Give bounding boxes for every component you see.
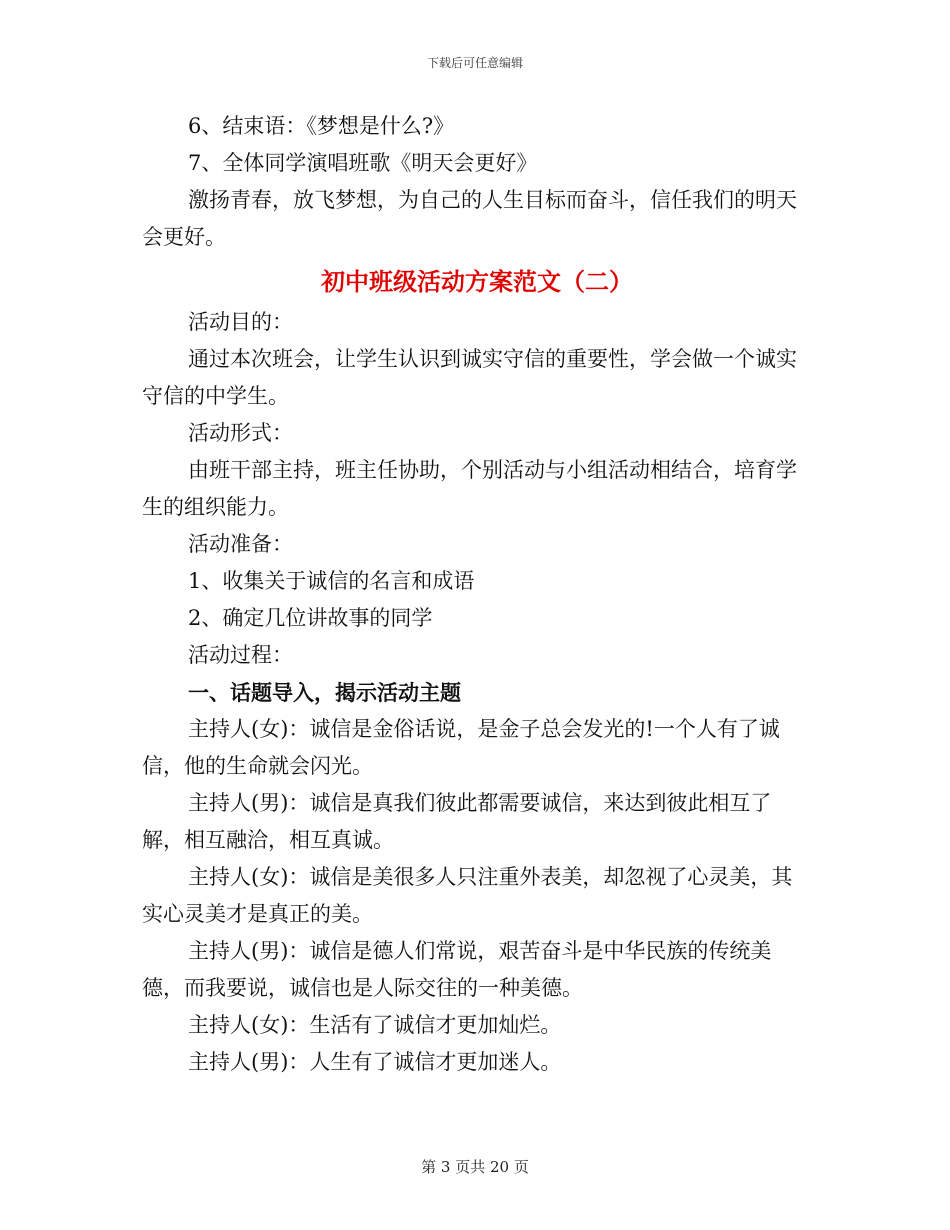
- dialogue-line: 主持人(女)：诚信是美很多人只注重外表美，却忽视了心灵美，其实心灵美才是真正的美。: [142, 865, 793, 926]
- paragraph: 6、结束语：《梦想是什么?》: [188, 114, 455, 138]
- section-title: 初中班级活动方案范文（二）: [321, 267, 633, 296]
- dialogue-line: 主持人(女)：诚信是金俗话说，是金子总会发光的!一个人有了诚信，他的生命就会闪光。: [142, 717, 780, 778]
- paragraph: 由班干部主持，班主任协助，个别活动与小组活动相结合，培育学生的组织能力。: [142, 458, 797, 519]
- paragraph: 活动过程：: [188, 643, 293, 667]
- dialogue-line: 主持人(男)：诚信是德人们常说，艰苦奋斗是中华民族的传统美德，而我要说，诚信也是人际交往的一种美德。: [142, 939, 772, 1000]
- dialogue-line: 主持人(男)：诚信是真我们彼此都需要诚信，来达到彼此相互了解，相互融洽，相互真诚。: [142, 791, 772, 852]
- paragraph: 活动准备：: [188, 532, 293, 556]
- paragraph: 1、收集关于诚信的名言和成语: [188, 569, 475, 593]
- page-footer: 第 3 页共 20 页: [421, 1158, 529, 1176]
- paragraph: 激扬青春，放飞梦想，为自己的人生目标而奋斗，信任我们的明天会更好。: [142, 188, 797, 249]
- subsection-heading: 一、话题导入，揭示活动主题: [188, 680, 461, 705]
- dialogue-line: 主持人(男)：人生有了诚信才更加迷人。: [188, 1050, 562, 1074]
- page-header: 下载后可任意编辑: [426, 56, 523, 70]
- paragraph: 活动目的：: [188, 310, 293, 334]
- paragraph: 2、确定几位讲故事的同学: [188, 606, 433, 630]
- document-body: [142, 108, 812, 1081]
- paragraph: 活动形式：: [188, 421, 293, 445]
- dialogue-line: 主持人(女)：生活有了诚信才更加灿烂。: [188, 1013, 562, 1037]
- paragraph: 通过本次班会，让学生认识到诚实守信的重要性，学会做一个诚实守信的中学生。: [142, 347, 797, 408]
- paragraph: 7、全体同学演唱班歌《明天会更好》: [188, 151, 538, 175]
